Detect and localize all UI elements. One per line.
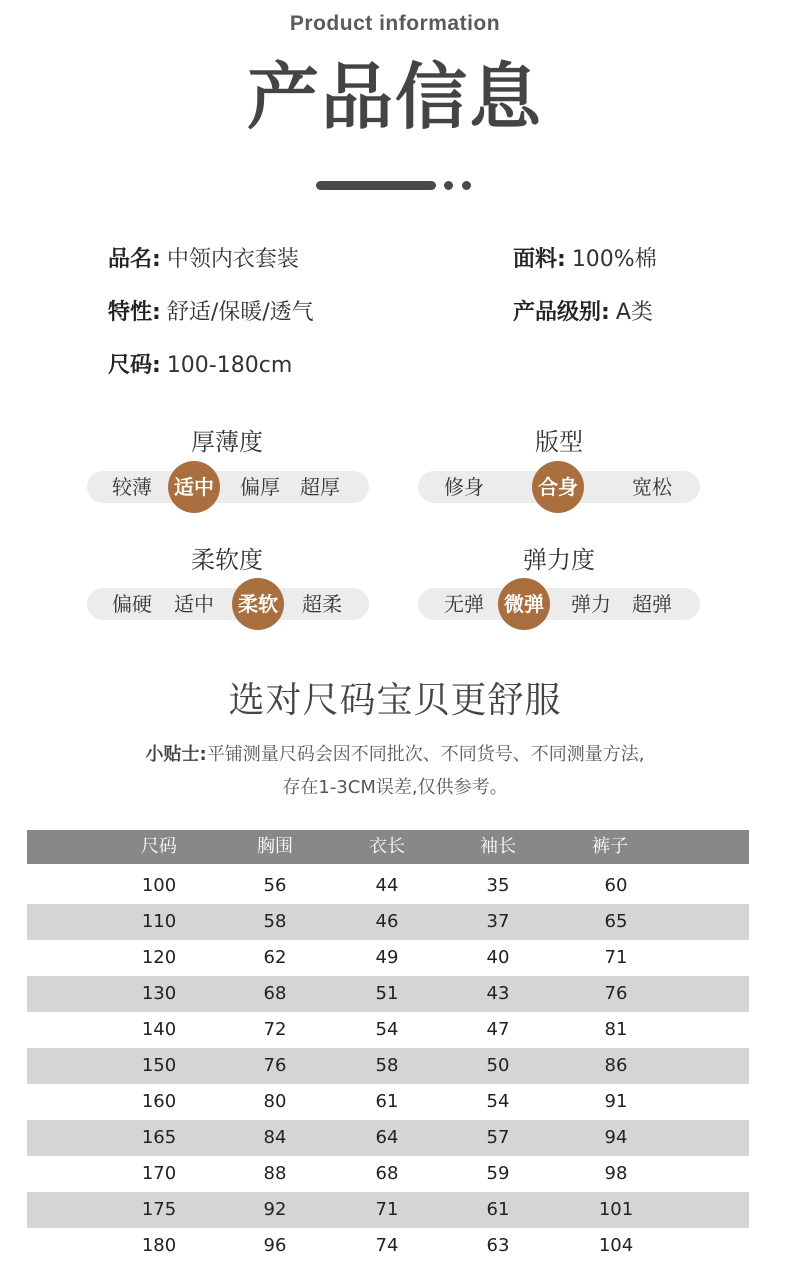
scale-option-selected: 适中 — [168, 461, 220, 513]
table-row — [27, 1228, 749, 1264]
table-cell: 81 — [604, 1019, 628, 1040]
table-cell: 165 — [141, 1127, 177, 1148]
scale-track-softness — [87, 588, 369, 620]
table-cell: 68 — [263, 983, 287, 1004]
info-grade — [513, 295, 653, 326]
table-cell: 71 — [604, 947, 628, 968]
table-header-cell: 尺码 — [141, 836, 177, 857]
info-product-name — [108, 242, 299, 273]
scale-option-selected: 合身 — [532, 461, 584, 513]
scale-option: 较薄 — [112, 475, 152, 499]
decorative-bar — [316, 181, 436, 190]
scale-option: 适中 — [174, 592, 214, 616]
table-cell: 37 — [486, 911, 510, 932]
table-cell: 74 — [375, 1235, 399, 1256]
table-row — [27, 904, 749, 940]
table-cell: 100 — [141, 875, 177, 896]
info-fabric — [513, 242, 657, 273]
table-row — [27, 1048, 749, 1084]
table-cell: 76 — [263, 1055, 287, 1076]
section-subtitle-en: Product information — [289, 12, 501, 35]
table-cell: 51 — [375, 983, 399, 1004]
tip-label: 小贴士: — [145, 744, 207, 765]
table-cell: 57 — [486, 1127, 510, 1148]
info-value: 100%棉 — [571, 247, 657, 272]
info-value: 舒适/保暖/透气 — [166, 300, 314, 325]
table-row — [27, 1120, 749, 1156]
info-label: 产品级别: — [513, 300, 610, 325]
table-body — [27, 864, 749, 1264]
table-row — [27, 1192, 749, 1228]
table-header — [27, 830, 749, 864]
info-value: 100-180cm — [166, 353, 293, 378]
table-row — [27, 976, 749, 1012]
table-cell: 61 — [375, 1091, 399, 1112]
decorative-dot — [444, 181, 453, 190]
info-value: 中领内衣套装 — [166, 247, 299, 272]
table-cell: 56 — [263, 875, 287, 896]
scale-option: 偏厚 — [240, 475, 280, 499]
table-cell: 96 — [263, 1235, 287, 1256]
scale-track-thickness — [87, 471, 369, 503]
table-cell: 63 — [486, 1235, 510, 1256]
table-cell: 130 — [141, 983, 177, 1004]
table-cell: 180 — [141, 1235, 177, 1256]
table-cell: 150 — [141, 1055, 177, 1076]
table-cell: 86 — [604, 1055, 628, 1076]
scale-title-elasticity: 弹力度 — [523, 546, 595, 574]
table-cell: 140 — [141, 1019, 177, 1040]
table-cell: 88 — [263, 1163, 287, 1184]
table-cell: 46 — [375, 911, 399, 932]
size-guide-title: 选对尺码宝贝更舒服 — [228, 680, 562, 721]
table-row — [27, 1156, 749, 1192]
table-row — [27, 868, 749, 904]
table-cell: 160 — [141, 1091, 177, 1112]
decorative-dot — [462, 181, 471, 190]
size-table — [27, 830, 749, 1264]
table-cell: 54 — [375, 1019, 399, 1040]
info-label: 面料: — [513, 247, 566, 272]
scale-option: 宽松 — [632, 475, 672, 499]
table-cell: 175 — [141, 1199, 177, 1220]
scale-option: 超弹 — [632, 592, 672, 616]
scale-option: 偏硬 — [112, 592, 152, 616]
scale-track-fit — [418, 471, 700, 503]
size-tip-line2: 存在1-3CM误差,仅供参考。 — [282, 777, 508, 798]
table-cell: 98 — [604, 1163, 628, 1184]
table-cell: 61 — [486, 1199, 510, 1220]
table-cell: 91 — [604, 1091, 628, 1112]
info-label: 品名: — [108, 247, 161, 272]
table-row — [27, 940, 749, 976]
table-cell: 58 — [375, 1055, 399, 1076]
table-cell: 47 — [486, 1019, 510, 1040]
info-value: A类 — [615, 300, 653, 325]
table-cell: 92 — [263, 1199, 287, 1220]
info-label: 尺码: — [108, 353, 161, 378]
scale-option-selected: 柔软 — [232, 578, 284, 630]
table-cell: 110 — [141, 911, 177, 932]
table-cell: 54 — [486, 1091, 510, 1112]
tip-text: 平铺测量尺码会因不同批次、不同货号、不同测量方法, — [206, 744, 645, 765]
table-cell: 76 — [604, 983, 628, 1004]
scale-title-softness: 柔软度 — [191, 546, 263, 574]
table-cell: 72 — [263, 1019, 287, 1040]
scale-title-thickness: 厚薄度 — [191, 428, 263, 456]
table-cell: 170 — [141, 1163, 177, 1184]
table-cell: 104 — [598, 1235, 634, 1256]
scale-option: 超厚 — [300, 475, 340, 499]
scale-option: 超柔 — [302, 592, 342, 616]
table-cell: 44 — [375, 875, 399, 896]
table-cell: 65 — [604, 911, 628, 932]
scale-title-fit: 版型 — [535, 428, 583, 456]
table-cell: 94 — [604, 1127, 628, 1148]
table-row — [27, 1012, 749, 1048]
table-cell: 84 — [263, 1127, 287, 1148]
table-cell: 40 — [486, 947, 510, 968]
scale-option-selected: 微弹 — [498, 578, 550, 630]
table-cell: 59 — [486, 1163, 510, 1184]
info-size — [108, 348, 292, 379]
table-cell: 64 — [375, 1127, 399, 1148]
table-header-cell: 胸围 — [257, 836, 293, 857]
table-cell: 58 — [263, 911, 287, 932]
table-cell: 43 — [486, 983, 510, 1004]
info-label: 特性: — [108, 300, 161, 325]
scale-track-elasticity — [418, 588, 700, 620]
table-cell: 68 — [375, 1163, 399, 1184]
info-feature — [108, 295, 314, 326]
scale-option: 无弹 — [444, 592, 484, 616]
table-cell: 62 — [263, 947, 287, 968]
table-cell: 80 — [263, 1091, 287, 1112]
table-cell: 71 — [375, 1199, 399, 1220]
table-cell: 60 — [604, 875, 628, 896]
size-tip-line1 — [0, 740, 790, 766]
table-cell: 49 — [375, 947, 399, 968]
table-header-cell: 袖长 — [480, 836, 516, 857]
table-cell: 35 — [486, 875, 510, 896]
scale-option: 弹力 — [571, 592, 611, 616]
section-title: 产品信息 — [246, 55, 543, 139]
table-header-cell: 裤子 — [592, 836, 628, 857]
table-cell: 101 — [598, 1199, 634, 1220]
table-cell: 50 — [486, 1055, 510, 1076]
table-header-cell: 衣长 — [369, 836, 405, 857]
table-cell: 120 — [141, 947, 177, 968]
scale-option: 修身 — [444, 475, 484, 499]
table-row — [27, 1084, 749, 1120]
